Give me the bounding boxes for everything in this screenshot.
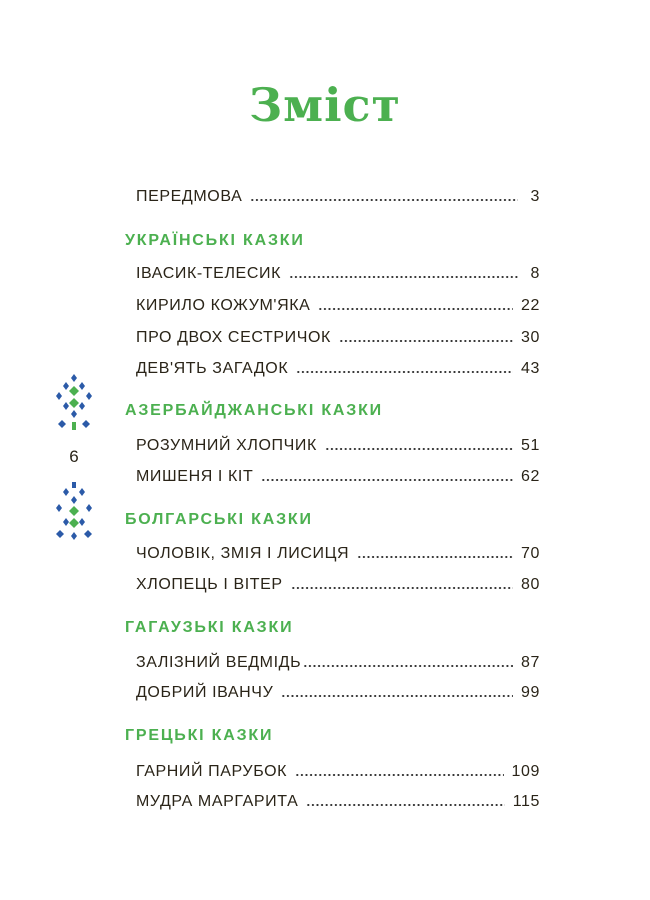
page-number: 6 — [69, 447, 79, 466]
dot-leader — [261, 479, 513, 481]
toc-entry[interactable] — [136, 757, 540, 781]
toc-entry-label: РОЗУМНИЙ ХЛОПЧИК — [136, 437, 317, 454]
toc-entry-page: 87 — [521, 654, 540, 671]
toc-entry-label: ЧОЛОВІК, ЗМІЯ І ЛИСИЦЯ — [136, 545, 350, 562]
dot-leader — [306, 804, 504, 806]
toc-entry-page: 109 — [511, 763, 540, 780]
toc-entry-page: 43 — [521, 360, 540, 377]
toc-entry-page: 51 — [521, 437, 540, 454]
dot-leader — [289, 276, 518, 278]
toc-entry[interactable] — [136, 678, 540, 702]
toc-entry-label: ДОБРИЙ ІВАНЧУ — [136, 684, 274, 701]
dot-leader — [281, 695, 513, 697]
toc-entry[interactable] — [136, 787, 540, 811]
dot-leader — [325, 448, 513, 450]
dot-leader — [296, 371, 513, 373]
toc-entry[interactable] — [136, 259, 540, 283]
toc-entry[interactable] — [136, 462, 540, 486]
toc-entry-preface[interactable] — [136, 182, 540, 206]
dot-leader — [318, 308, 513, 310]
section-heading-gagauz: ГАГАУЗЬКІ КАЗКИ — [125, 619, 294, 636]
toc-entry-label: ХЛОПЕЦЬ І ВІТЕР — [136, 576, 283, 593]
toc-entry[interactable] — [136, 570, 540, 594]
toc-entry-page: 22 — [521, 297, 540, 314]
folk-ornament-icon — [56, 482, 92, 542]
toc-entry-label: КИРИЛО КОЖУМ'ЯКА — [136, 297, 311, 314]
toc-entry-label: МИШЕНЯ І КІТ — [136, 468, 254, 485]
dot-leader — [250, 199, 518, 201]
toc-entry-label: ДЕВ'ЯТЬ ЗАГАДОК — [136, 360, 289, 377]
dot-leader — [295, 774, 503, 776]
section-heading-greek: ГРЕЦЬКІ КАЗКИ — [125, 727, 274, 744]
toc-entry-page: 30 — [521, 329, 540, 346]
section-heading-azerbaijani: АЗЕРБАЙДЖАНСЬКІ КАЗКИ — [125, 402, 383, 419]
toc-entry[interactable] — [136, 291, 540, 315]
dot-leader — [291, 587, 513, 589]
toc-entry-page: 115 — [512, 793, 540, 810]
toc-entry-page: 80 — [521, 576, 540, 593]
toc-entry-page: 8 — [530, 265, 540, 282]
dot-leader — [357, 556, 513, 558]
toc-entry[interactable] — [136, 323, 540, 347]
toc-entry[interactable] — [136, 648, 540, 672]
toc-entry-label: ПЕРЕДМОВА — [136, 188, 243, 205]
section-heading-bulgarian: БОЛГАРСЬКІ КАЗКИ — [125, 511, 313, 528]
toc-entry-label: ГАРНИЙ ПАРУБОК — [136, 763, 288, 780]
dot-leader — [339, 340, 513, 342]
toc-entry-page: 3 — [530, 188, 540, 205]
toc-entry[interactable] — [136, 539, 540, 563]
toc-entry-label: ЗАЛІЗНИЙ ВЕДМІДЬ — [136, 654, 302, 671]
folk-ornament-icon — [56, 372, 92, 432]
toc-entry[interactable] — [136, 431, 540, 455]
toc-entry-label: ІВАСИК-ТЕЛЕСИК — [136, 265, 282, 282]
toc-entry-label: МУДРА МАРГАРИТА — [136, 793, 299, 810]
toc-entry-page: 99 — [521, 684, 540, 701]
toc-entry-label: ПРО ДВОХ СЕСТРИЧОК — [136, 329, 331, 346]
toc-entry[interactable] — [136, 354, 540, 378]
page-title: Зміст — [248, 78, 402, 132]
toc-entry-page: 62 — [521, 468, 540, 485]
dot-leader — [303, 665, 513, 667]
toc-entry-page: 70 — [521, 545, 540, 562]
section-heading-ukrainian: УКРАЇНСЬКІ КАЗКИ — [125, 232, 305, 249]
